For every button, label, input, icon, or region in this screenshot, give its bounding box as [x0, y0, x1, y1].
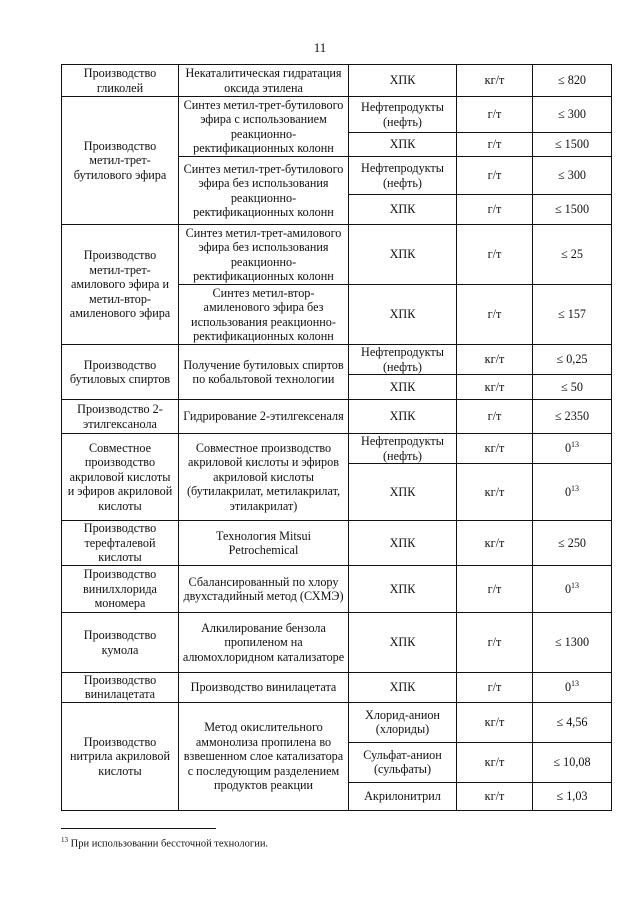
indicator-cell: Хлорид-анион (хлориды): [349, 702, 457, 742]
limit-cell: [533, 566, 612, 613]
technology-cell: Технология Mitsui Petrochemical: [179, 521, 349, 566]
process-cell: Производство метил-трет-бутилового эфира: [62, 97, 179, 225]
limit-cell: ≤ 50: [533, 375, 612, 400]
indicator-cell: ХПК: [349, 613, 457, 673]
indicator-cell: Акрилонитрил: [349, 782, 457, 810]
limit-cell: ≤ 1500: [533, 133, 612, 157]
limit-cell: ≤ 1500: [533, 195, 612, 225]
limit-cell: ≤ 300: [533, 157, 612, 195]
limit-value: 0: [564, 680, 572, 695]
unit-cell: кг/т: [457, 782, 533, 810]
unit-cell: кг/т: [457, 345, 533, 375]
footnote-mark: 13: [571, 580, 580, 590]
indicator-cell: ХПК: [349, 285, 457, 345]
footnote-mark: 13: [571, 679, 580, 689]
technology-cell: Гидрирование 2-этилгексеналя: [179, 400, 349, 434]
unit-cell: г/т: [457, 613, 533, 673]
unit-cell: г/т: [457, 673, 533, 703]
indicator-cell: ХПК: [349, 65, 457, 97]
table-row: [62, 225, 612, 285]
table-row: [62, 400, 612, 434]
unit-cell: г/т: [457, 195, 533, 225]
unit-cell: г/т: [457, 566, 533, 613]
unit-cell: г/т: [457, 133, 533, 157]
footnote-number: 13: [61, 836, 68, 844]
process-cell: Производство кумола: [62, 613, 179, 673]
indicator-cell: ХПК: [349, 566, 457, 613]
indicator-cell: ХПК: [349, 375, 457, 400]
limit-cell: ≤ 820: [533, 65, 612, 97]
footnote-text: При использовании бессточной технологии.: [70, 838, 269, 850]
technology-cell: Сбалансированный по хлору двухстадийный метод (СХМЭ): [179, 566, 349, 613]
limit-cell: [533, 434, 612, 464]
process-cell: Производство бутиловых спиртов: [62, 345, 179, 400]
indicator-cell: ХПК: [349, 400, 457, 434]
limit-cell: [533, 673, 612, 703]
indicator-cell: ХПК: [349, 133, 457, 157]
unit-cell: г/т: [457, 157, 533, 195]
technology-cell: Синтез метил-трет-бутилового эфира с использованием реакционно-ректификационных колонн: [179, 97, 349, 157]
table-row: [62, 345, 612, 375]
table-row: [62, 65, 612, 97]
limit-cell: [533, 464, 612, 521]
limit-cell: ≤ 157: [533, 285, 612, 345]
limit-cell: ≤ 300: [533, 97, 612, 133]
technology-cell: Синтез метил-трет-бутилового эфира без использования реакционно-ректификационных колонн: [179, 157, 349, 225]
unit-cell: кг/т: [457, 65, 533, 97]
footnote-mark: 13: [571, 483, 580, 493]
limit-cell: ≤ 4,56: [533, 702, 612, 742]
technology-cell: Синтез метил-трет-амилового эфира без использования реакционно-ректификационных колонн: [179, 225, 349, 285]
process-cell: Производство терефталевой кислоты: [62, 521, 179, 566]
process-cell: Производство винилхлорида мономера: [62, 566, 179, 613]
limit-cell: ≤ 1300: [533, 613, 612, 673]
table-row: [62, 97, 612, 133]
unit-cell: г/т: [457, 97, 533, 133]
technology-cell: Алкилирование бензола пропиленом на алюмохлоридном катализаторе: [179, 613, 349, 673]
process-cell: Производство 2-этилгексанола: [62, 400, 179, 434]
process-cell: Производство винилацетата: [62, 673, 179, 703]
table-row: [62, 566, 612, 613]
limit-cell: ≤ 25: [533, 225, 612, 285]
limit-value: 0: [564, 581, 572, 596]
indicator-cell: Сульфат-анион (сульфаты): [349, 742, 457, 782]
unit-cell: г/т: [457, 400, 533, 434]
indicator-cell: ХПК: [349, 225, 457, 285]
limit-value: 0: [564, 484, 572, 499]
unit-cell: кг/т: [457, 702, 533, 742]
footnote-mark: 13: [571, 440, 580, 450]
technology-cell: Метод окислительного аммонолиза пропилена во взвешенном слое катализатора с последующим разделением продуктов реакции: [179, 702, 349, 810]
limit-cell: ≤ 0,25: [533, 345, 612, 375]
process-cell: Производство нитрила акриловой кислоты: [62, 702, 179, 810]
indicator-cell: Нефтепродукты (нефть): [349, 345, 457, 375]
footnote-separator: [61, 828, 216, 829]
indicator-cell: Нефтепродукты (нефть): [349, 434, 457, 464]
technology-cell: Синтез метил-втор-амиленового эфира без использования реакционно-ректификационных колонн: [179, 285, 349, 345]
table-row: [62, 702, 612, 742]
unit-cell: г/т: [457, 225, 533, 285]
indicator-cell: Нефтепродукты (нефть): [349, 97, 457, 133]
unit-cell: кг/т: [457, 434, 533, 464]
table-row: [62, 613, 612, 673]
limit-cell: ≤ 250: [533, 521, 612, 566]
limit-cell: ≤ 2350: [533, 400, 612, 434]
limit-cell: ≤ 10,08: [533, 742, 612, 782]
technology-cell: Производство винилацетата: [179, 673, 349, 703]
process-cell: Производство гликолей: [62, 65, 179, 97]
unit-cell: г/т: [457, 285, 533, 345]
unit-cell: кг/т: [457, 521, 533, 566]
table-row: [62, 521, 612, 566]
indicator-cell: ХПК: [349, 464, 457, 521]
technology-cell: Некаталитическая гидратация оксида этилена: [179, 65, 349, 97]
table-row: [62, 673, 612, 703]
indicator-cell: ХПК: [349, 521, 457, 566]
process-cell: Совместное производство акриловой кислоты и эфиров акриловой кислоты: [62, 434, 179, 521]
limit-value: 0: [564, 441, 572, 456]
indicator-cell: Нефтепродукты (нефть): [349, 157, 457, 195]
process-cell: Производство метил-трет-амилового эфира и метил-втор-амиленового эфира: [62, 225, 179, 345]
unit-cell: кг/т: [457, 375, 533, 400]
indicator-cell: ХПК: [349, 673, 457, 703]
table-row: [62, 434, 612, 464]
emission-limits-table: [61, 64, 612, 811]
technology-cell: Получение бутиловых спиртов по кобальтовой технологии: [179, 345, 349, 400]
unit-cell: кг/т: [457, 464, 533, 521]
limit-cell: ≤ 1,03: [533, 782, 612, 810]
technology-cell: Совместное производство акриловой кислоты и эфиров акриловой кислоты (бутилакрилат, метилакрилат, этилакрилат): [179, 434, 349, 521]
page-number: 11: [313, 40, 327, 55]
indicator-cell: ХПК: [349, 195, 457, 225]
unit-cell: кг/т: [457, 742, 533, 782]
footnote: [61, 836, 268, 850]
